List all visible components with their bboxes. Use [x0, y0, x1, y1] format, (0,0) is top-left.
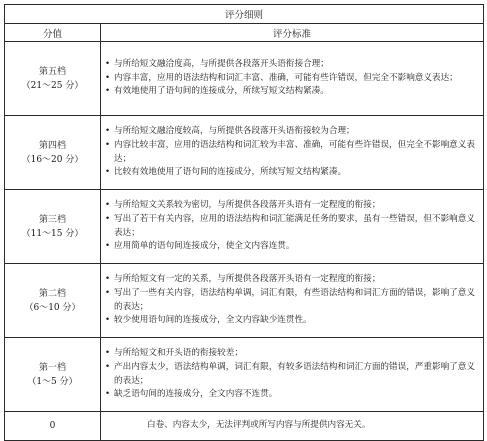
criteria-text: 产出内容太少，语法结构单调，词汇有限，有较多语法结构和词汇方面的错误，严重影响了意义的表达； [114, 361, 475, 386]
criteria-cell-zero: 白卷、内容太少，无法评判或所写内容与所提供内容无关。 [101, 412, 484, 441]
criteria-text: 与所给短文融洽度较高，与所提供各段落开头语衔接较为合理； [114, 126, 355, 137]
bullet-icon: • [105, 213, 111, 224]
level-range: （21～25 分） [21, 80, 84, 91]
criteria-cell [101, 264, 484, 338]
criteria-text: 较少使用语句间的连接成分，全文内容缺少连贯性。 [114, 315, 312, 326]
level-cell-zero: 0 [5, 412, 101, 441]
criteria-text: 与所给短文和开头语的衔接较差； [114, 348, 243, 359]
criteria-item [105, 125, 477, 139]
level-cell [5, 264, 101, 338]
bullet-icon: • [105, 241, 111, 252]
criteria-item [105, 347, 477, 361]
bullet-icon: • [105, 361, 111, 372]
criteria-item [105, 388, 477, 402]
criteria-item [105, 361, 477, 388]
criteria-cell [101, 338, 484, 412]
criteria-text: 比较有效地使用了语句间的连接成分，所续写短文结构紧凑。 [114, 167, 347, 178]
criteria-item [105, 199, 477, 213]
bullet-icon: • [105, 167, 111, 178]
criteria-text: 写出了若干有关内容，应用的语法结构和词汇能满足任务的要求，虽有一些错误，但不影响意义表达； [114, 213, 475, 238]
level-range: （1～5 分） [27, 376, 78, 387]
bullet-icon: • [105, 59, 111, 70]
criteria-text: 写出了一些有关内容，语法结构单调，词汇有限，有些语法结构和词汇方面的错误，影响了意义的表达； [114, 287, 475, 312]
criteria-item [105, 314, 477, 328]
level-cell [5, 116, 101, 190]
criteria-cell [101, 190, 484, 264]
criteria-text: 与所给短文融洽度高，与所提供各段落开头语衔接合理； [114, 59, 329, 70]
header-score: 分值 [5, 24, 101, 42]
level-name: 第二档 [38, 288, 66, 299]
table-row [5, 412, 484, 441]
bullet-icon: • [105, 348, 111, 359]
criteria-item [105, 166, 477, 180]
criteria-item [105, 85, 477, 99]
criteria-text: 应用简单的语句间连接成分，使全文内容连贯。 [114, 241, 295, 252]
criteria-item [105, 213, 477, 240]
table-row [5, 42, 484, 116]
bullet-icon: • [105, 274, 111, 285]
criteria-text: 内容丰富，应用的语法结构和词汇丰富、准确，可能有些许错误，但完全不影响意义表达； [114, 72, 458, 83]
scoring-rubric-table [4, 4, 484, 441]
bullet-icon: • [105, 287, 111, 298]
level-range: （11～15 分） [21, 228, 84, 239]
criteria-text: 与所给短文关系较为密切，与所提供各段落开头语有一定程度的衔接； [114, 200, 381, 211]
table-row [5, 116, 484, 190]
criteria-text: 内容比较丰富，应用的语法结构和词汇较为丰富、准确，可能有些许错误，但完全不影响意义表达； [114, 139, 475, 164]
level-cell [5, 42, 101, 116]
criteria-item [105, 72, 477, 86]
level-cell [5, 338, 101, 412]
criteria-item [105, 273, 477, 287]
criteria-cell [101, 42, 484, 116]
level-name: 第三档 [38, 214, 66, 225]
criteria-text: 有效地使用了语句间的连接成分，所续写短文结构紧凑。 [114, 86, 329, 97]
bullet-icon: • [105, 315, 111, 326]
bullet-icon: • [105, 200, 111, 211]
bullet-icon: • [105, 72, 111, 83]
level-cell [5, 190, 101, 264]
table-row [5, 338, 484, 412]
bullet-icon: • [105, 389, 111, 400]
criteria-item [105, 139, 477, 166]
level-range: （16～20 分） [21, 154, 84, 165]
table-row [5, 264, 484, 338]
criteria-item [105, 58, 477, 72]
criteria-item [105, 240, 477, 254]
criteria-text: 与所给短文有一定的关系，与所提供各段落开头语有一定程度的衔接； [114, 274, 381, 285]
level-name: 第五档 [38, 66, 66, 77]
criteria-text: 缺乏语句间的连接成分，全文内容不连贯。 [114, 389, 278, 400]
header-criteria: 评分标准 [101, 24, 484, 42]
table-row [5, 190, 484, 264]
bullet-icon: • [105, 126, 111, 137]
bullet-icon: • [105, 86, 111, 97]
criteria-cell [101, 116, 484, 190]
criteria-item [105, 287, 477, 314]
level-name: 第四档 [38, 140, 66, 151]
table-title: 评分细则 [5, 5, 484, 24]
bullet-icon: • [105, 139, 111, 150]
level-name: 第一档 [38, 362, 66, 373]
level-range: （6～10 分） [24, 302, 81, 313]
